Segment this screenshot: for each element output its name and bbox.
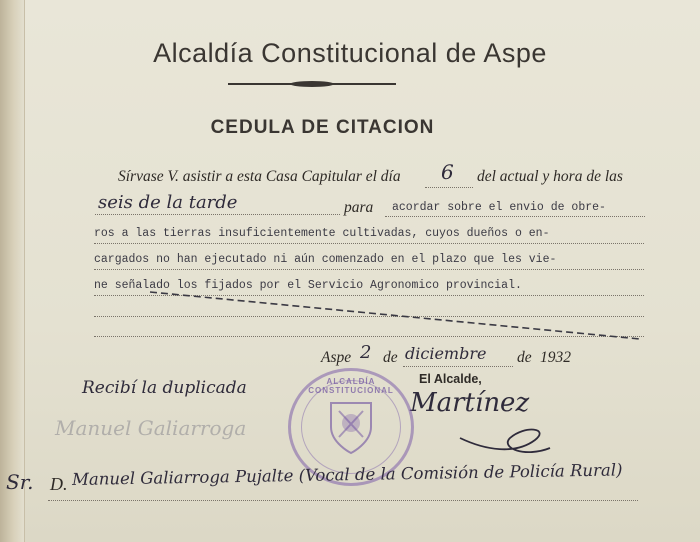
purpose-line-2: ros a las tierras insuficientemente cultivadas, cuyos dueños o en-: [94, 227, 550, 240]
date-year: 1932: [540, 349, 571, 366]
coat-of-arms-icon: [323, 397, 379, 457]
after-day-text: del actual y hora de las: [477, 168, 623, 185]
purpose-line-1: acordar sobre el envio de obre-: [392, 201, 606, 214]
month-dotted-line: [403, 366, 513, 367]
addressee-title: D.: [50, 474, 68, 494]
signature-flourish: [455, 420, 555, 460]
alcalde-label: El Alcalde,: [419, 372, 482, 386]
date-de-1: de: [383, 349, 398, 366]
addressee-dotted-line: [48, 500, 638, 501]
date-month: diciembre: [405, 344, 487, 363]
seal-text: ALCALDÍA CONSTITUCIONAL: [308, 377, 394, 395]
document-title: CEDULA DE CITACION: [210, 117, 435, 138]
date-day: 2: [360, 342, 372, 363]
municipality-heading: Alcaldía Constitucional de Aspe: [153, 38, 547, 68]
addressee-name: Manuel Galiarroga Pujalte (Vocal de la Comisión de Policía Rural): [71, 460, 623, 489]
intro-text: Sírvase V. asistir a esta Casa Capitular el día: [118, 168, 401, 185]
addressee-prefix: Sr.: [6, 470, 34, 494]
hour-value: seis de la tarde: [98, 192, 238, 213]
purpose-line-3: cargados no han ejecutado ni aún comenzado en el plazo que les vie-: [94, 253, 557, 266]
receipt-signature: Manuel Galiarroga: [55, 416, 247, 440]
purpose-label: para: [344, 199, 374, 216]
date-de-2: de: [517, 349, 532, 366]
purpose-line-4: ne señalado los fijados por el Servicio Agronomico provincial.: [94, 279, 522, 292]
day-value: 6: [441, 160, 454, 184]
alcalde-signature: Martínez: [410, 388, 530, 418]
receipt-note: Recibí la duplicada: [82, 378, 247, 398]
date-place: Aspe: [321, 349, 352, 366]
